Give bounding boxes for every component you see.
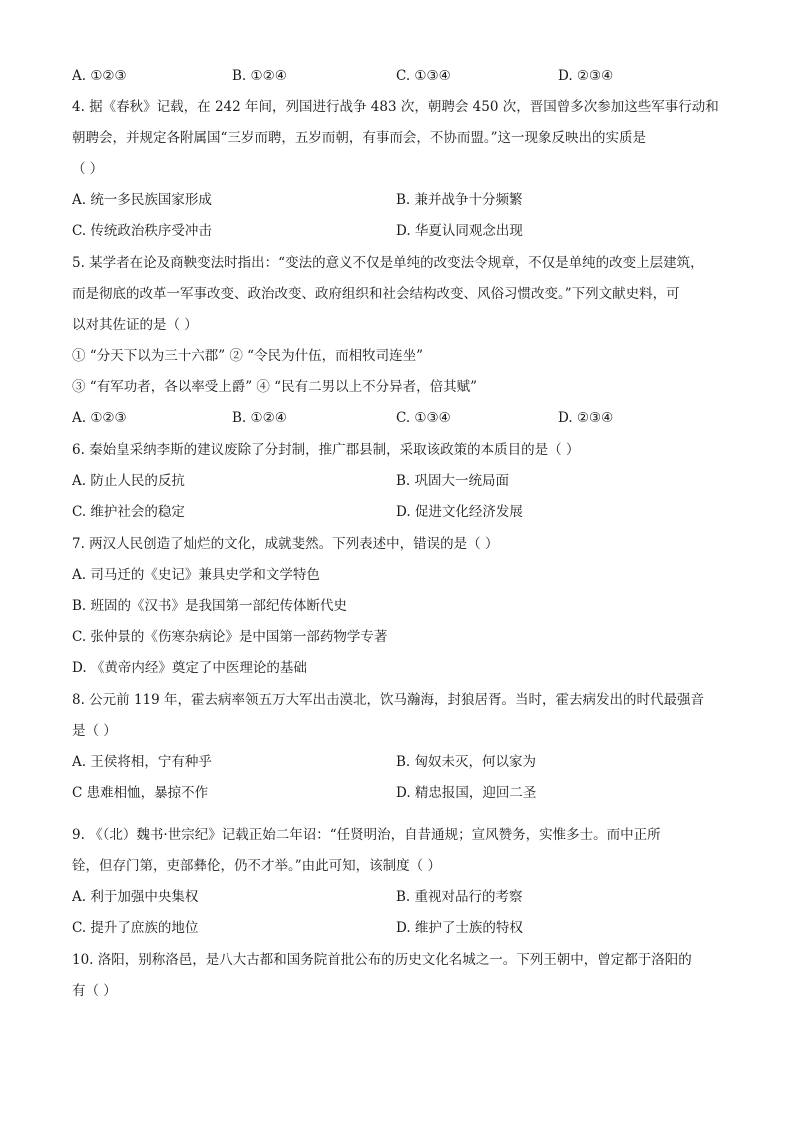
- q5-option-a: A. ①②③: [72, 410, 127, 426]
- q3-option-d: D. ②③④: [558, 68, 614, 84]
- q5-stem-line-2: 而是彻底的改革一军事改变、政治改变、政府组织和社会结构改变、风俗习惯改变。”下列文献史料，可: [72, 286, 680, 302]
- q6-option-c: C. 维护社会的稳定: [72, 504, 185, 520]
- q4-stem-line-1: 4. 据《春秋》记载，在 242 年间，列国进行战争 483 次，朝聘会 450 次，晋国曾多次参加这些军事行动和: [72, 99, 719, 115]
- q8-option-c: C 患难相恤，暴掠不作: [72, 785, 209, 801]
- q7-option-b: B. 班固的《汉书》是我国第一部纪传体断代史: [72, 598, 348, 614]
- q5-stem-line-1: 5. 某学者在论及商鞅变法时指出：“变法的意义不仅是单纯的改变法令规章，不仅是单纯的改变上层建筑，: [72, 255, 704, 271]
- q4-answer-blank: （ ）: [72, 161, 104, 177]
- q9-option-c: C. 提升了庶族的地位: [72, 920, 199, 936]
- q7-stem-line-1: 7. 两汉人民创造了灿烂的文化，成就斐然。下列表述中，错误的是（ ）: [72, 536, 499, 552]
- q3-option-b: B. ①②④: [232, 68, 287, 84]
- q5-option-b: B. ①②④: [232, 410, 287, 426]
- q6-stem-line-1: 6. 秦始皇采纳李斯的建议废除了分封制，推广郡县制，采取该政策的本质目的是（ ）: [72, 442, 580, 458]
- q7-option-c: C. 张仲景的《伤寒杂病论》是中国第一部药物学专著: [72, 629, 388, 645]
- q5-option-d: D. ②③④: [558, 410, 614, 426]
- q7-option-a: A. 司马迁的《史记》兼具史学和文学特色: [72, 567, 320, 583]
- q10-stem-line-2: 有（ ）: [72, 983, 117, 999]
- q8-option-a: A. 王侯将相，宁有种乎: [72, 754, 212, 770]
- q6-option-a: A. 防止人民的反抗: [72, 473, 185, 489]
- q8-option-d: D. 精忠报国，迎回二圣: [396, 785, 537, 801]
- q5-stem-line-3: 以对其佐证的是（ ）: [72, 317, 198, 333]
- q9-option-a: A. 利于加强中央集权: [72, 889, 199, 905]
- q5-source-line-1: ① “分天下以为三十六郡” ② “令民为什伍，而相牧司连坐”: [72, 348, 423, 364]
- q9-option-d: D. 维护了士族的特权: [396, 920, 523, 936]
- q3-option-a: A. ①②③: [72, 68, 127, 84]
- q9-stem-line-1: 9. 《（北）魏书·世宗纪》记载正始二年诏：“任贤明治，自昔通规；宣风赞务，实惟多士。而中正所: [72, 827, 661, 843]
- q4-option-a: A. 统一多民族国家形成: [72, 192, 212, 208]
- q8-stem-line-2: 是（ ）: [72, 723, 117, 739]
- q3-option-c: C. ①③④: [396, 68, 451, 84]
- q9-stem-line-2: 铨，但存门第，吏部彝伦，仍不才举。”由此可知，该制度（ ）: [72, 858, 441, 874]
- q8-stem-line-1: 8. 公元前 119 年，霍去病率领五万大军出击漠北，饮马瀚海，封狼居胥。当时，霍去病发出的时代最强音: [72, 692, 705, 708]
- q4-option-d: D. 华夏认同观念出现: [396, 223, 523, 239]
- q10-stem-line-1: 10. 洛阳，别称洛邑，是八大古都和国务院首批公布的历史文化名城之一。下列王朝中，曾定都于洛阳的: [72, 952, 692, 968]
- q5-source-line-2: ③ “有军功者，各以率受上爵” ④ “民有二男以上不分异者，倍其赋”: [72, 379, 477, 395]
- q4-option-c: C. 传统政治秩序受冲击: [72, 223, 212, 239]
- q6-option-d: D. 促进文化经济发展: [396, 504, 523, 520]
- q8-option-b: B. 匈奴未灭，何以家为: [396, 754, 537, 770]
- q4-stem-line-2: 朝聘会，并规定各附属国“三岁而聘，五岁而朝，有事而会，不协而盟。”这一现象反映出的实质是: [72, 130, 647, 146]
- q6-option-b: B. 巩固大一统局面: [396, 473, 510, 489]
- q4-option-b: B. 兼并战争十分频繁: [396, 192, 523, 208]
- q5-option-c: C. ①③④: [396, 410, 451, 426]
- q7-option-d: D. 《黄帝内经》奠定了中医理论的基础: [72, 660, 307, 676]
- q9-option-b: B. 重视对品行的考察: [396, 889, 523, 905]
